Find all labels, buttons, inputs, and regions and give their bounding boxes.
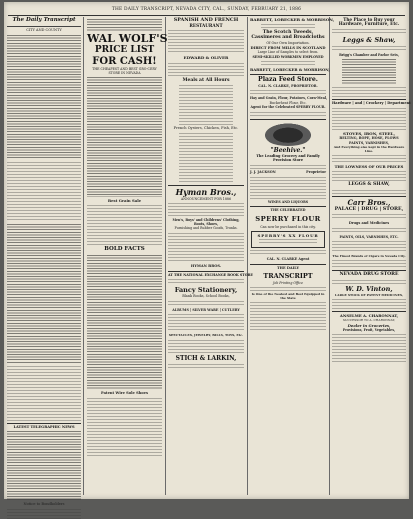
article-text	[7, 509, 81, 519]
ad-name: CAL. N. CLARKE Agent	[266, 257, 310, 262]
divider	[250, 74, 326, 75]
ad-line: Men's, Boys' and Childrens' Clothing, Boots, Shoes,	[172, 218, 240, 226]
column-divider	[83, 17, 84, 495]
ad-line: CAL. N. CLARKE, PROPRIETOR.	[258, 83, 318, 88]
column-title: The Daily Transcript	[12, 17, 76, 23]
ad-line: PAINTS, VARNISHES,	[349, 140, 389, 145]
column-1	[7, 17, 81, 507]
notice-heading: Notice to Bondholders	[23, 502, 65, 507]
article-text	[168, 364, 244, 370]
article-text	[332, 228, 406, 234]
ad-line: DIRECT FROM MILLS IN SCOTLAND	[250, 45, 326, 50]
ad-line: SPECTACLES, JEWELRY, BILLS, TOYS, Etc.	[168, 333, 244, 338]
article-text	[332, 46, 406, 52]
ad-headline: TRANSCRIPT	[263, 271, 313, 280]
ad-headline: PALACE | DRUG | STORE,	[334, 205, 404, 212]
article-text	[332, 108, 406, 130]
ad-line: Hay and Grain, Flour, Potatoes, Corn-Meal,	[250, 96, 328, 101]
ad-name: J. J. JACKSON	[250, 169, 276, 174]
article-text	[332, 29, 406, 35]
ad-name-row	[250, 171, 326, 175]
ad-headline: Carr Bros.,	[347, 197, 391, 207]
divider	[250, 264, 326, 265]
article-text	[332, 155, 406, 163]
article-text	[332, 214, 406, 220]
column-5	[332, 17, 411, 495]
ad-line: SUCCESSOR TO A. CHARONNAT,	[342, 318, 396, 323]
column-divider	[247, 17, 248, 495]
ad-headline: Hardware | and | Crockery | Department	[332, 101, 411, 106]
article-text	[250, 112, 326, 117]
article-text	[259, 239, 317, 245]
divider	[332, 311, 406, 312]
article-text	[87, 398, 162, 458]
article-text	[168, 203, 244, 217]
ad-name: STICH & LARKIN,	[175, 354, 237, 362]
ad-headline: Plaza Feed Store.	[258, 76, 318, 84]
divider	[168, 185, 244, 186]
ad-line: WINES AND LIQUORS	[267, 199, 309, 204]
article-text	[332, 334, 406, 364]
article-text	[87, 19, 162, 31]
ad-line: Agent for the Celebrated SPERRY FLOUR.	[250, 105, 326, 110]
article-text	[261, 24, 316, 29]
ad-line: Blank Books, School Books,	[182, 294, 230, 299]
ad-line: Large Line of Samples to select from.	[257, 50, 319, 55]
ad-name: LEGGS & SHAW,	[348, 181, 390, 187]
menu-list	[179, 85, 234, 125]
article-text	[7, 366, 81, 421]
masthead-rule	[8, 15, 405, 16]
ad-subheading: BOLD FACTS	[104, 246, 145, 253]
article-text	[168, 233, 244, 263]
divider	[7, 423, 81, 424]
article-text	[168, 340, 244, 354]
article-text	[168, 30, 244, 54]
article-text	[87, 255, 162, 390]
article-text	[261, 61, 316, 66]
article-text	[168, 279, 244, 285]
column-2	[87, 17, 168, 495]
column-divider	[329, 17, 330, 495]
divider	[250, 206, 326, 207]
ad-headline: THE LOWNESS OF OUR PRICES	[334, 163, 404, 169]
article-text	[332, 171, 406, 181]
ad-headline: SPERRY FLOUR	[255, 214, 321, 223]
article-text	[7, 431, 81, 501]
ad-headline: Leggs & Shaw,	[342, 35, 396, 44]
ad-line: PAINTS, OILS, VARNISHES, ETC.	[339, 234, 399, 239]
ad-headline: The Scotch Tweeds, Cassimeres and Broadcloths	[251, 30, 325, 40]
furniture-list	[342, 59, 395, 85]
article-text	[250, 250, 326, 256]
ad-line: Of Our Own Importation.	[266, 40, 310, 45]
column-4	[250, 17, 335, 495]
ad-headline: BARRETT, LOBECKER & MORRISON,	[250, 17, 335, 22]
article-text	[332, 299, 406, 309]
ad-name: Proprietor	[306, 169, 326, 174]
sperry-xx-banner	[251, 231, 325, 248]
ad-line: French Oysters, Chicken, Fish, Etc.	[173, 126, 239, 131]
divider	[332, 99, 406, 100]
ad-subheading: ANNOUNCEMENT FOR 1886	[180, 196, 232, 201]
article-text	[168, 63, 244, 77]
price-list	[87, 77, 162, 197]
article-text	[7, 35, 81, 160]
ad-headline: "Beehive."	[270, 146, 306, 154]
article-text	[7, 162, 81, 222]
ad-line: The Leading Grocery and Family Provision Store	[256, 154, 320, 162]
ad-headline: SPERRY'S XX FLOUR	[257, 233, 319, 239]
article-text	[332, 190, 406, 194]
ad-line: Provisions, Fruit, Vegetables,	[342, 327, 396, 332]
column-divider	[165, 17, 166, 495]
ad-tagline: THE CHEAPEST AND BEST GRO-CERY STORE IN NEVADA	[92, 67, 157, 75]
article-text	[250, 90, 326, 95]
article-text	[250, 302, 326, 332]
article-text	[250, 165, 326, 169]
ad-line: Can now be purchased in this city.	[260, 224, 316, 229]
ad-subheading: Meals at All Hours	[182, 77, 230, 83]
ad-line: Furnishing and Rubber Goods, Trunks.	[174, 226, 238, 231]
ad-line: LARGE STOCK OF PATENT MEDICINES,	[335, 293, 403, 298]
article-text	[250, 287, 326, 291]
ad-headline: NEVADA DRUG STORE	[339, 272, 399, 278]
ad-name: BARRETT, LOBECKER & MORRISON,	[250, 67, 330, 73]
ad-headline: ANSELME A. CHARONNAT,	[339, 313, 399, 319]
divider	[168, 271, 244, 272]
article-text	[332, 87, 406, 97]
masthead: THE DAILY TRANSCRIPT, NEVADA CITY, CAL., SUNDAY, FEBRUARY 21, 1886	[111, 7, 302, 12]
ad-headline: WAL WOLF'S	[87, 32, 168, 45]
divider	[332, 196, 406, 197]
article-text	[332, 241, 406, 253]
section-heading: CITY AND COUNTY	[26, 27, 62, 32]
ad-line: THE CELEBRATED	[270, 208, 306, 213]
divider	[7, 26, 81, 27]
ad-headline: AT THE NATIONAL EXCHANGE BOOK STORE	[168, 272, 253, 277]
ad-line: BELTING, ROPE, HOSE, PLOWS	[339, 136, 399, 140]
menu-list	[179, 133, 234, 183]
ad-headline: SPANISH AND FRENCH	[173, 17, 239, 23]
ad-headline: PRICE LIST	[94, 45, 155, 55]
ad-headline: Hyman Bros.,	[175, 187, 237, 198]
article-text	[332, 280, 406, 284]
article-text	[87, 205, 162, 245]
divider	[250, 119, 326, 120]
ad-subheading: Patent Wire Sole Shoes	[101, 390, 148, 395]
newspaper-page	[4, 2, 411, 507]
article-text	[332, 260, 406, 268]
ad-line: Drugs and Medicines	[348, 220, 390, 225]
article-text	[250, 177, 326, 199]
article-text	[168, 301, 244, 307]
article-text	[7, 224, 81, 364]
ad-headline: W. D. Vinton,	[345, 285, 393, 294]
ad-subheading: RESTAURANT	[189, 23, 223, 29]
ad-headline: STOVES, IRON, STEEL,	[343, 130, 395, 136]
ad-line: Brigg's Chamber and Parlor Sets,	[339, 52, 399, 57]
ad-line: The Finest Brands of Cigars in Nevada City.	[332, 254, 406, 259]
ad-line: SEMI-SKILLED WORKMEN EMPLOYED	[252, 54, 324, 59]
article-text	[168, 314, 244, 332]
ad-headline: The Place to Buy your Hardware, Furniture, Etc.	[338, 17, 400, 27]
ad-line: And Everything else kept in the Hardware Line.	[333, 145, 405, 153]
column-3	[168, 17, 253, 495]
ad-subheading: Best Grain Sale	[107, 198, 142, 204]
ad-name: EDWARD & OLIVER	[183, 55, 229, 61]
ad-name: HYMAN BROS.	[190, 263, 222, 268]
ad-line: THE DAILY	[277, 266, 299, 271]
ad-headline: Fancy Stationery,	[174, 286, 238, 295]
ad-line: Is One of the Neatest and Best Equipped in the State	[251, 292, 325, 300]
ad-line: ALBUMS | SILVER WARE | CUTLERY	[172, 307, 240, 312]
section-heading: LATEST TELEGRAPHIC NEWS	[13, 424, 75, 429]
beehive-illustration	[262, 122, 314, 146]
ad-line: Dealer in Groceries,	[347, 322, 391, 328]
ad-headline: FOR CASH!	[92, 56, 157, 67]
ad-line: Job Printing Office	[273, 280, 303, 285]
ad-line: Buckwheat Flour, Etc.	[269, 100, 307, 105]
